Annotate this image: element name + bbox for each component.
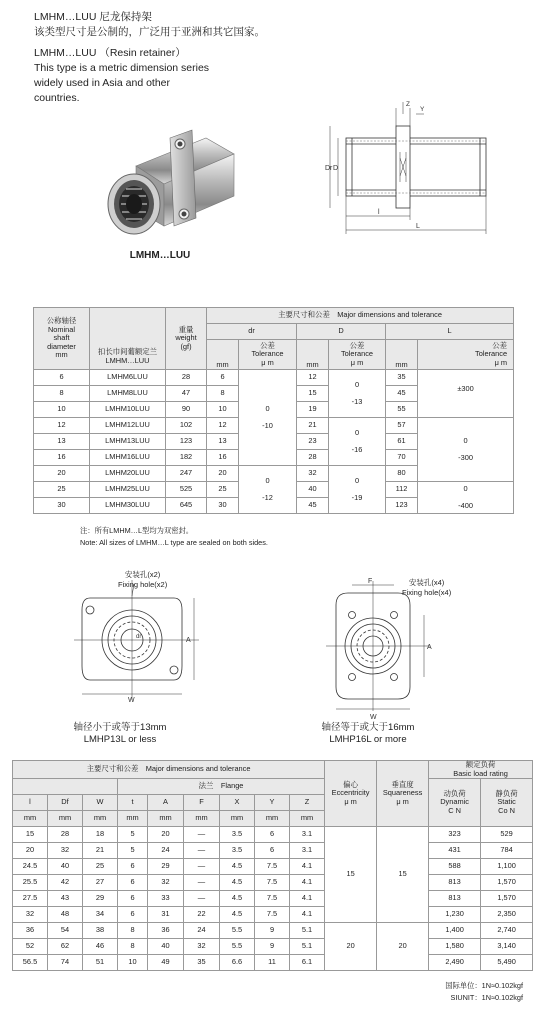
flange-right-dim-f: F: [368, 578, 373, 585]
cell-t: 5: [118, 827, 148, 843]
cell-code: LMHM8LUU: [90, 386, 166, 402]
intro-line-5: widely used in Asia and other: [34, 77, 171, 89]
cell-z: 5.1: [290, 923, 325, 939]
cell-l: 80: [386, 466, 418, 482]
cell-y: 7.5: [255, 907, 290, 923]
col-header-a: A: [148, 795, 184, 811]
intro-line-3: LMHM…LUU （Resin retainer）: [34, 47, 186, 59]
cell-z: 4.1: [290, 875, 325, 891]
cell-dr: 25: [207, 482, 239, 498]
dynamic-header: 动负荷 Dynamic C N: [429, 779, 481, 827]
cell-df: 48: [48, 907, 83, 923]
dimension-drawing: [316, 98, 506, 248]
flange-header: 法兰 Flange: [118, 779, 325, 795]
dimension-table-1: [33, 307, 514, 514]
table-row: [13, 907, 533, 923]
l-mm: mm: [386, 340, 418, 370]
cell-t: 6: [118, 859, 148, 875]
cell-dynamic-load: 2,490: [429, 955, 481, 971]
dr-mm: mm: [207, 340, 239, 370]
cell-l: 35: [386, 370, 418, 386]
cell-shaft: 16: [34, 450, 90, 466]
cell-static-load: 5,490: [481, 955, 533, 971]
cell-df: 40: [48, 859, 83, 875]
drawing-label-y: Y: [420, 106, 425, 113]
cell-static-load: 1,570: [481, 875, 533, 891]
load-rating-header: 额定负荷 Basic load rating: [429, 761, 533, 779]
col-header-l: l: [13, 795, 48, 811]
cell-static-load: 1,100: [481, 859, 533, 875]
flange-right-hole-label: 安装孔(x4) Fixing hole(x4): [402, 578, 452, 597]
intro-text: [34, 10, 294, 106]
cell-d: 15: [297, 386, 329, 402]
cell-y: 9: [255, 939, 290, 955]
drawing-label-l: l: [378, 209, 380, 216]
cell-l: 112: [386, 482, 418, 498]
group-dr: dr: [207, 324, 297, 340]
cell-w: 46: [83, 939, 118, 955]
cell-code: LMHM6LUU: [90, 370, 166, 386]
cell-t: 8: [118, 939, 148, 955]
cell-f: 35: [184, 955, 220, 971]
cell-weight: 247: [166, 466, 207, 482]
static-header: 静负荷 Static Co N: [481, 779, 533, 827]
cell-d-tolerance: 0 -16: [329, 418, 386, 466]
cell-static-load: 2,350: [481, 907, 533, 923]
cell-static-load: 529: [481, 827, 533, 843]
cell-l: 52: [13, 939, 48, 955]
cell-x: 4.5: [220, 859, 255, 875]
cell-z: 5.1: [290, 939, 325, 955]
cell-x: 4.5: [220, 907, 255, 923]
cell-dynamic-load: 588: [429, 859, 481, 875]
cell-shaft: 25: [34, 482, 90, 498]
col-unit-mm: mm: [290, 811, 325, 827]
cell-z: 4.1: [290, 891, 325, 907]
cell-dr: 12: [207, 418, 239, 434]
cell-w: 51: [83, 955, 118, 971]
drawing-label-dr: Dr: [325, 165, 333, 172]
cell-l: 27.5: [13, 891, 48, 907]
cell-l: 24.5: [13, 859, 48, 875]
col-header-z: Z: [290, 795, 325, 811]
intro-line-1: LMHM…LUU 尼龙保持架: [34, 11, 152, 23]
cell-dr: 10: [207, 402, 239, 418]
group-d: D: [297, 324, 386, 340]
cell-eccentricity: 15: [325, 827, 377, 923]
cell-dr: 20: [207, 466, 239, 482]
units-note-en: SIUNIT：1N≈0.102kgf: [450, 993, 523, 1002]
cell-a: 49: [148, 955, 184, 971]
flange-right-dim-w: W: [370, 714, 377, 721]
table-row: [13, 843, 533, 859]
cell-dr-tolerance: 0 -12: [239, 466, 297, 514]
cell-static-load: 784: [481, 843, 533, 859]
cell-d-tolerance: 0 -19: [329, 466, 386, 514]
cell-d: 40: [297, 482, 329, 498]
cell-t: 5: [118, 843, 148, 859]
cell-dr: 8: [207, 386, 239, 402]
cell-weight: 645: [166, 498, 207, 514]
table-row: [13, 875, 533, 891]
flange-right-dim-a: A: [427, 644, 432, 651]
cell-shaft: 6: [34, 370, 90, 386]
cell-dr: 6: [207, 370, 239, 386]
cell-weight: 102: [166, 418, 207, 434]
cell-x: 3.5: [220, 827, 255, 843]
cell-l-tolerance: 0 -300: [418, 418, 514, 482]
cell-l: 57: [386, 418, 418, 434]
cell-f: —: [184, 891, 220, 907]
col-unit-mm: mm: [13, 811, 48, 827]
note-en: Note: All sizes of LMHM…L type are sealed on both sides.: [80, 538, 268, 547]
cell-df: 62: [48, 939, 83, 955]
cell-y: 6: [255, 827, 290, 843]
col-code-header: 扣长巾间葡额定兰 LMHM…LUU: [90, 308, 166, 370]
cell-d: 32: [297, 466, 329, 482]
cell-static-load: 3,140: [481, 939, 533, 955]
cell-df: 42: [48, 875, 83, 891]
col-header-t: t: [118, 795, 148, 811]
cell-l: 61: [386, 434, 418, 450]
cell-static-load: 1,570: [481, 891, 533, 907]
cell-y: 7.5: [255, 875, 290, 891]
cell-z: 3.1: [290, 827, 325, 843]
cell-y: 9: [255, 923, 290, 939]
cell-squareness: 20: [377, 923, 429, 971]
col-unit-mm: mm: [220, 811, 255, 827]
cell-f: 22: [184, 907, 220, 923]
cell-dr-tolerance: 0 -10: [239, 370, 297, 466]
cell-dynamic-load: 813: [429, 891, 481, 907]
cell-d: 23: [297, 434, 329, 450]
cell-l: 32: [13, 907, 48, 923]
cell-d: 19: [297, 402, 329, 418]
cell-x: 4.5: [220, 875, 255, 891]
cell-dynamic-load: 1,580: [429, 939, 481, 955]
cell-code: LMHM13LUU: [90, 434, 166, 450]
cell-d-tolerance: 0 -13: [329, 370, 386, 418]
dimension-table-2: [12, 760, 533, 971]
cell-t: 6: [118, 875, 148, 891]
col-shaft-header: 公称轴径 Nominal shaft diameter mm: [34, 308, 90, 370]
table-row: [13, 859, 533, 875]
cell-l-tolerance: ±300: [418, 370, 514, 418]
col-header-df: Df: [48, 795, 83, 811]
cell-shaft: 13: [34, 434, 90, 450]
product-photo: [96, 118, 246, 248]
cell-w: 21: [83, 843, 118, 859]
eccentricity-header: 偏心 Eccentricity μ m: [325, 761, 377, 827]
group-l: L: [386, 324, 514, 340]
cell-shaft: 10: [34, 402, 90, 418]
cell-a: 20: [148, 827, 184, 843]
cell-shaft: 20: [34, 466, 90, 482]
cell-x: 5.5: [220, 939, 255, 955]
cell-y: 11: [255, 955, 290, 971]
cell-x: 6.6: [220, 955, 255, 971]
cell-shaft: 8: [34, 386, 90, 402]
d-mm: mm: [297, 340, 329, 370]
flange-right-caption: 轴径等于或大于16mm LMHP16L or more: [321, 722, 415, 745]
cell-df: 74: [48, 955, 83, 971]
cell-dynamic-load: 431: [429, 843, 481, 859]
cell-y: 6: [255, 843, 290, 859]
flange-left-dim-a: A: [186, 637, 191, 644]
squareness-header: 垂直度 Squareness μ m: [377, 761, 429, 827]
cell-z: 4.1: [290, 859, 325, 875]
table-row: [13, 955, 533, 971]
cell-y: 7.5: [255, 891, 290, 907]
cell-dynamic-load: 323: [429, 827, 481, 843]
cell-weight: 90: [166, 402, 207, 418]
table1-top-header: 主要尺寸和公差 Major dimensions and tolerance: [207, 308, 514, 324]
dr-tolerance-header: 公差 Tolerance μ m: [239, 340, 297, 370]
col-header-x: X: [220, 795, 255, 811]
cell-d: 12: [297, 370, 329, 386]
cell-t: 8: [118, 923, 148, 939]
cell-l-tolerance: 0 -400: [418, 482, 514, 514]
col-unit-mm: mm: [48, 811, 83, 827]
cell-shaft: 12: [34, 418, 90, 434]
cell-weight: 28: [166, 370, 207, 386]
cell-l: 55: [386, 402, 418, 418]
intro-line-4: This type is a metric dimension series: [34, 62, 210, 74]
flange-left-dim-w: W: [128, 697, 135, 704]
drawing-label-d: D: [333, 165, 339, 172]
cell-x: 5.5: [220, 923, 255, 939]
table-row: [13, 891, 533, 907]
cell-code: LMHM30LUU: [90, 498, 166, 514]
col-unit-mm: mm: [118, 811, 148, 827]
cell-df: 28: [48, 827, 83, 843]
cell-f: 24: [184, 923, 220, 939]
table-row: [13, 923, 533, 939]
product-caption: LMHM…LUU: [129, 250, 191, 261]
cell-w: 38: [83, 923, 118, 939]
cell-x: 3.5: [220, 843, 255, 859]
cell-code: LMHM25LUU: [90, 482, 166, 498]
cell-weight: 525: [166, 482, 207, 498]
col-unit-mm: mm: [255, 811, 290, 827]
cell-code: LMHM12LUU: [90, 418, 166, 434]
cell-z: 4.1: [290, 907, 325, 923]
cell-weight: 123: [166, 434, 207, 450]
cell-z: 6.1: [290, 955, 325, 971]
cell-squareness: 15: [377, 827, 429, 923]
cell-y: 7.5: [255, 859, 290, 875]
cell-dr: 30: [207, 498, 239, 514]
cell-weight: 47: [166, 386, 207, 402]
cell-w: 18: [83, 827, 118, 843]
cell-t: 10: [118, 955, 148, 971]
cell-l: 70: [386, 450, 418, 466]
drawing-label-L: L: [416, 223, 420, 230]
cell-code: LMHM20LUU: [90, 466, 166, 482]
cell-f: 32: [184, 939, 220, 955]
cell-f: —: [184, 875, 220, 891]
flange-left-hole-label: 安装孔(x2) Fixing hole(x2): [118, 570, 168, 589]
cell-w: 25: [83, 859, 118, 875]
cell-l: 25.5: [13, 875, 48, 891]
cell-l: 15: [13, 827, 48, 843]
col-unit-mm: mm: [148, 811, 184, 827]
units-note-cn: 国际单位：1N≈0.102kgf: [445, 981, 523, 990]
cell-f: —: [184, 843, 220, 859]
table-row: [13, 939, 533, 955]
flange-left-dim-dr: dr: [136, 634, 142, 640]
cell-w: 29: [83, 891, 118, 907]
cell-static-load: 2,740: [481, 923, 533, 939]
cell-a: 36: [148, 923, 184, 939]
cell-a: 32: [148, 875, 184, 891]
cell-d: 21: [297, 418, 329, 434]
col-header-f: F: [184, 795, 220, 811]
cell-d: 28: [297, 450, 329, 466]
col-unit-mm: mm: [83, 811, 118, 827]
cell-a: 31: [148, 907, 184, 923]
cell-dynamic-load: 813: [429, 875, 481, 891]
cell-w: 27: [83, 875, 118, 891]
cell-w: 34: [83, 907, 118, 923]
intro-line-6: countries.: [34, 92, 80, 104]
col-header-w: W: [83, 795, 118, 811]
drawing-label-z: Z: [406, 101, 410, 108]
cell-weight: 182: [166, 450, 207, 466]
col-unit-mm: mm: [184, 811, 220, 827]
cell-f: —: [184, 859, 220, 875]
table-row: [13, 827, 533, 843]
cell-f: —: [184, 827, 220, 843]
cell-l: 20: [13, 843, 48, 859]
flange-left-caption: 轴径小于或等于13mm LMHP13L or less: [73, 722, 167, 745]
cell-dynamic-load: 1,230: [429, 907, 481, 923]
cell-df: 32: [48, 843, 83, 859]
flange-drawing-2-hole: [74, 570, 204, 720]
col-header-y: Y: [255, 795, 290, 811]
cell-dr: 13: [207, 434, 239, 450]
cell-x: 4.5: [220, 891, 255, 907]
note-cn: 注：所有LMHM…L型均为双密封。: [80, 526, 194, 535]
cell-l: 45: [386, 386, 418, 402]
cell-dynamic-load: 1,400: [429, 923, 481, 939]
cell-df: 43: [48, 891, 83, 907]
cell-a: 40: [148, 939, 184, 955]
cell-a: 33: [148, 891, 184, 907]
cell-code: LMHM16LUU: [90, 450, 166, 466]
l-tolerance-header: 公差 Tolerance μ m: [418, 340, 514, 370]
cell-t: 6: [118, 891, 148, 907]
cell-a: 29: [148, 859, 184, 875]
cell-l: 56.5: [13, 955, 48, 971]
cell-dr: 16: [207, 450, 239, 466]
cell-shaft: 30: [34, 498, 90, 514]
cell-z: 3.1: [290, 843, 325, 859]
cell-d: 45: [297, 498, 329, 514]
d-tolerance-header: 公差 Tolerance μ m: [329, 340, 386, 370]
cell-a: 24: [148, 843, 184, 859]
intro-line-2: 该类型尺寸是公制的，广泛用于亚洲和其它国家。: [34, 26, 265, 38]
table-row: [34, 370, 514, 386]
cell-l: 36: [13, 923, 48, 939]
cell-code: LMHM10LUU: [90, 402, 166, 418]
cell-df: 54: [48, 923, 83, 939]
cell-eccentricity: 20: [325, 923, 377, 971]
col-weight-header: 重量 weight (gf): [166, 308, 207, 370]
cell-l: 123: [386, 498, 418, 514]
cell-t: 6: [118, 907, 148, 923]
table2-top-header: 主要尺寸和公差 Major dimensions and tolerance: [13, 761, 325, 779]
